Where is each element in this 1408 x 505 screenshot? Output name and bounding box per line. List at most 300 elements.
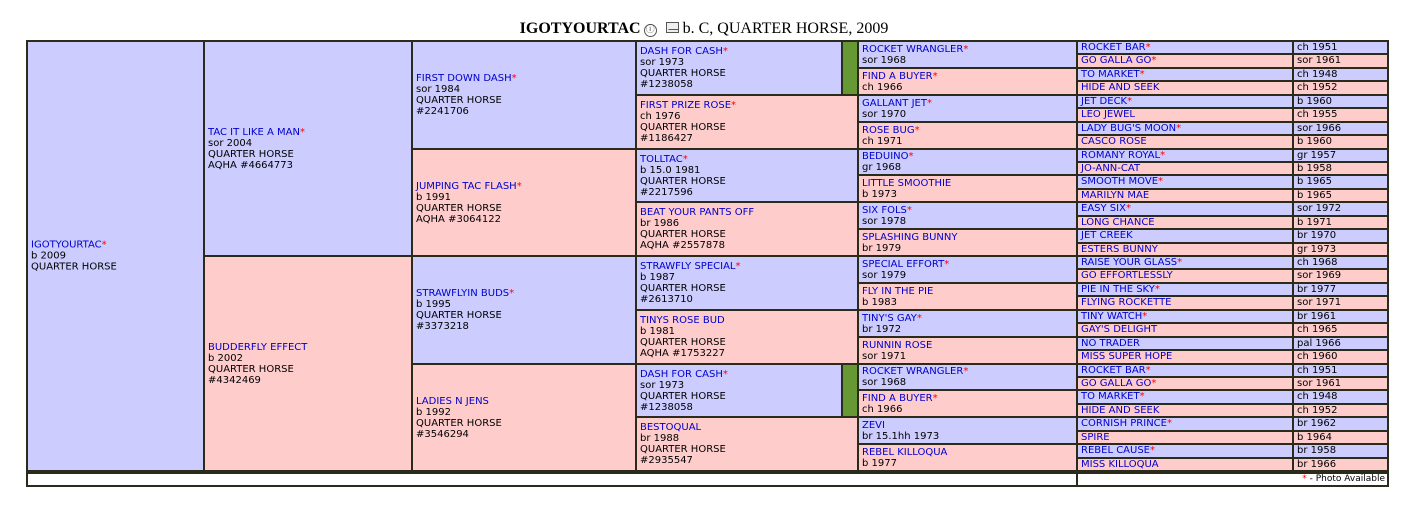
ancestor-info-line: #1238058 bbox=[640, 79, 693, 90]
ancestor-year: br 1966 bbox=[1297, 459, 1337, 470]
pedigree-cell-gen6 bbox=[1078, 123, 1292, 134]
ancestor-name bbox=[1081, 432, 1110, 443]
ancestor-year: br 1970 bbox=[1297, 230, 1337, 241]
ancestor-name bbox=[1081, 270, 1173, 282]
ancestor-name bbox=[640, 369, 839, 380]
ancestor-info-line: b 1987 bbox=[640, 272, 675, 283]
pedigree-cell-gen6 bbox=[1078, 351, 1292, 363]
photo-star-icon: * bbox=[722, 368, 728, 380]
pedigree-cell-year bbox=[1294, 432, 1387, 443]
pedigree-cell-year bbox=[1294, 55, 1387, 67]
ancestor-name bbox=[1081, 136, 1147, 148]
ancestor-name bbox=[1081, 230, 1133, 242]
ancestor-info-line: br 1972 bbox=[862, 323, 902, 335]
ancestor-name bbox=[1081, 257, 1182, 268]
horse-name-link[interactable]: ROMANY ROYAL bbox=[1081, 150, 1161, 161]
ancestor-year: ch 1952 bbox=[1297, 82, 1338, 93]
ancestor-info-line: sor 1973 bbox=[640, 379, 685, 391]
ancestor-info-line: ch 1966 bbox=[862, 403, 903, 415]
ancestor-name bbox=[1081, 176, 1163, 188]
page-title bbox=[0, 18, 1408, 40]
pedigree-cell-year bbox=[1294, 324, 1387, 336]
ancestor-details bbox=[640, 261, 855, 305]
ancestor-info-line: b 1983 bbox=[862, 296, 897, 308]
photo-star-icon: * bbox=[932, 392, 938, 404]
pedigree-cell-gen4 bbox=[637, 418, 857, 470]
ancestor-details bbox=[862, 232, 1074, 254]
pedigree-cell-year bbox=[1294, 365, 1387, 376]
horse-name-link[interactable]: TINY'S GAY bbox=[862, 312, 917, 324]
ancestor-details bbox=[416, 288, 633, 332]
ancestor-name bbox=[862, 232, 1074, 243]
horse-name-link[interactable]: JO-ANN-CAT bbox=[1081, 163, 1141, 174]
ancestor-info-line: #1238058 bbox=[640, 401, 693, 413]
ancestor-name bbox=[1081, 163, 1140, 174]
ancestor-year: ch 1951 bbox=[1297, 42, 1338, 53]
pedigree-cell-year bbox=[1294, 244, 1387, 255]
ancestor-info-line: b 1977 bbox=[862, 457, 897, 469]
ancestor-info-line: QUARTER HORSE bbox=[31, 261, 117, 273]
photo-star-icon: * bbox=[722, 46, 728, 57]
ancestor-name bbox=[1081, 405, 1159, 416]
ancestor-year: pal 1966 bbox=[1297, 338, 1341, 349]
photo-star-icon: * bbox=[511, 73, 517, 84]
ancestor-info-line: #3546294 bbox=[416, 428, 469, 440]
photo-star-icon: * bbox=[1139, 69, 1145, 80]
horse-name-link[interactable]: TINYS ROSE BUD bbox=[640, 315, 725, 326]
horse-name-link[interactable]: ROSE BUG bbox=[862, 124, 915, 136]
ancestor-info-line: QUARTER HORSE bbox=[208, 148, 294, 160]
ancestor-info-line: ch 1966 bbox=[862, 81, 903, 93]
ancestor-name bbox=[862, 313, 1074, 324]
ancestor-year: br 1962 bbox=[1297, 418, 1337, 429]
ancestor-name bbox=[1081, 284, 1160, 295]
pedigree-cell-gen6 bbox=[1078, 230, 1292, 242]
ancestor-name bbox=[1081, 55, 1156, 67]
horse-name-link[interactable]: REBEL CAUSE bbox=[1081, 445, 1151, 456]
horse-name-link[interactable]: GO GALLA GO bbox=[1081, 55, 1152, 66]
ancestor-name bbox=[640, 261, 855, 272]
horse-name-link[interactable]: SMOOTH MOVE bbox=[1081, 176, 1159, 187]
ancestor-info-line: ch 1976 bbox=[640, 111, 681, 122]
horse-name-link[interactable]: ROCKET BAR bbox=[1081, 42, 1146, 53]
horse-name-link[interactable]: DASH FOR CASH bbox=[640, 368, 723, 380]
photo-star-icon: * bbox=[1302, 474, 1307, 484]
pedigree-cell-gen6 bbox=[1078, 432, 1292, 443]
horse-name-link[interactable]: FLY IN THE PIE bbox=[862, 285, 934, 297]
pedigree-cell-gen6 bbox=[1078, 176, 1292, 188]
horse-name-link[interactable]: ROCKET BAR bbox=[1081, 365, 1146, 376]
horse-name-link[interactable]: CORNISH PRINCE bbox=[1081, 418, 1167, 429]
horse-name-link[interactable]: EASY SIX bbox=[1081, 203, 1126, 214]
horse-name-link[interactable]: STRAWFLY SPECIAL bbox=[640, 261, 736, 272]
horse-name-link[interactable]: SPECIAL EFFORT bbox=[862, 258, 945, 270]
photo-star-icon: * bbox=[1151, 55, 1157, 66]
horse-name-link[interactable]: SPIRE bbox=[1081, 432, 1110, 443]
pedigree-cell-gen3 bbox=[413, 150, 635, 255]
envelope-icon[interactable] bbox=[666, 22, 679, 33]
horse-name-link[interactable]: FLYING ROCKETTE bbox=[1081, 297, 1172, 308]
ancestor-name bbox=[640, 154, 855, 165]
ancestor-name bbox=[1081, 459, 1159, 470]
pedigree-cell-gen2 bbox=[205, 42, 411, 255]
ancestor-year: sor 1961 bbox=[1297, 55, 1342, 66]
pedigree-cell-year bbox=[1294, 405, 1387, 416]
ancestor-year: b 1960 bbox=[1297, 136, 1332, 147]
ancestor-year: sor 1966 bbox=[1297, 123, 1342, 134]
horse-name-link[interactable]: BEAT YOUR PANTS OFF bbox=[640, 207, 755, 218]
inbreeding-marker bbox=[843, 365, 857, 416]
pedigree-cell-year bbox=[1294, 217, 1387, 228]
pedigree-cell-gen6 bbox=[1078, 459, 1292, 470]
ancestor-info-line: ch 1971 bbox=[862, 135, 903, 147]
ancestor-details bbox=[862, 178, 1074, 200]
pedigree-cell-year bbox=[1294, 96, 1387, 107]
horse-name-link[interactable]: LITTLE SMOOTHIE bbox=[862, 177, 952, 189]
pedigree-cell-gen4 bbox=[637, 150, 857, 201]
ancestor-info-line: QUARTER HORSE bbox=[416, 310, 502, 321]
ancestor-info-line: QUARTER HORSE bbox=[640, 390, 726, 402]
photo-star-icon: * bbox=[1177, 257, 1183, 268]
ancestor-info-line: br 15.1hh 1973 bbox=[862, 430, 940, 442]
ancestor-details bbox=[862, 340, 1074, 362]
ancestor-name bbox=[31, 240, 201, 251]
ancestor-info-line: b 2002 bbox=[208, 352, 243, 364]
pedigree-cell-gen5 bbox=[859, 338, 1076, 363]
ancestor-details bbox=[31, 240, 201, 273]
ancestor-info-line: AQHA #3064122 bbox=[416, 213, 501, 225]
horse-name-link[interactable]: ESTERS BUNNY bbox=[1081, 244, 1158, 255]
ancestor-info-line: sor 2004 bbox=[208, 137, 253, 149]
horse-name-link[interactable]: BESTOQUAL bbox=[640, 422, 702, 433]
ancestor-year: ch 1965 bbox=[1297, 324, 1338, 335]
pedigree-cell-gen4 bbox=[637, 257, 857, 309]
ancestor-name bbox=[862, 259, 1074, 270]
ancestor-info-line: br 1986 bbox=[640, 218, 680, 229]
horse-name-link[interactable]: ROCKET WRANGLER bbox=[862, 43, 964, 55]
ancestor-year: gr 1973 bbox=[1297, 244, 1337, 255]
horse-name-link[interactable]: LONG CHANCE bbox=[1081, 217, 1155, 228]
pedigree-footer bbox=[26, 472, 1389, 487]
pedigree-cell-gen6 bbox=[1078, 311, 1292, 322]
photo-star-icon: * bbox=[1139, 391, 1145, 402]
ancestor-name bbox=[1081, 150, 1165, 161]
horse-name-link[interactable]: TO MARKET bbox=[1081, 391, 1140, 402]
ancestor-info-line: AQHA #4664773 bbox=[208, 159, 293, 171]
pedigree-cell-gen5 bbox=[859, 284, 1076, 309]
ancestor-name bbox=[1081, 69, 1145, 80]
horse-name-link[interactable]: TO MARKET bbox=[1081, 69, 1140, 80]
pedigree-cell-year bbox=[1294, 418, 1387, 430]
ancestor-name bbox=[862, 420, 1074, 431]
ancestor-details bbox=[640, 100, 855, 144]
ancestor-info-line: sor 1979 bbox=[862, 269, 907, 281]
ancestor-details bbox=[862, 125, 1074, 147]
ancestor-name bbox=[640, 100, 855, 111]
photo-legend bbox=[1078, 474, 1387, 485]
ancestor-info-line: QUARTER HORSE bbox=[640, 444, 726, 455]
horse-name-link[interactable]: JUMPING TAC FLASH bbox=[416, 180, 517, 192]
horse-name-link[interactable]: MISS KILLOQUA bbox=[1081, 459, 1159, 470]
ancestor-name bbox=[1081, 378, 1156, 389]
horse-name-link[interactable]: HIDE AND SEEK bbox=[1081, 82, 1160, 93]
ancestor-year: ch 1968 bbox=[1297, 257, 1338, 268]
ancestor-name bbox=[862, 447, 1074, 458]
ancestor-info-line: b 2009 bbox=[31, 250, 66, 262]
horse-name-link[interactable]: STRAWFLYIN BUDS bbox=[416, 288, 510, 299]
ancestor-info-line: QUARTER HORSE bbox=[640, 283, 726, 294]
photo-legend-text: - Photo Available bbox=[1306, 474, 1385, 484]
photo-star-icon: * bbox=[963, 366, 969, 377]
ancestor-year: sor 1961 bbox=[1297, 378, 1342, 389]
horse-name-link[interactable]: REBEL KILLOQUA bbox=[862, 446, 948, 458]
pedigree-cell-gen6 bbox=[1078, 217, 1292, 228]
ancestor-year: b 1960 bbox=[1297, 96, 1332, 107]
photo-star-icon: * bbox=[944, 258, 950, 270]
ancestor-name bbox=[1081, 109, 1135, 121]
horse-name-link[interactable]: TOLLTAC bbox=[640, 153, 683, 165]
pedigree-cell-gen6 bbox=[1078, 69, 1292, 80]
ancestor-name bbox=[862, 340, 1074, 351]
pedigree-cell-gen6 bbox=[1078, 418, 1292, 430]
pedigree-cell-year bbox=[1294, 82, 1387, 94]
ancestor-info-line: sor 1968 bbox=[862, 377, 907, 388]
pedigree-cell-year bbox=[1294, 203, 1387, 215]
ancestor-details bbox=[640, 422, 855, 466]
pedigree-cell-gen6 bbox=[1078, 324, 1292, 336]
pedigree-cell-year bbox=[1294, 163, 1387, 174]
ancestor-year: sor 1972 bbox=[1297, 203, 1342, 214]
ancestor-info-line: sor 1973 bbox=[640, 57, 685, 68]
pedigree-cell-year bbox=[1294, 311, 1387, 322]
ancestor-year: ch 1951 bbox=[1297, 365, 1338, 376]
horse-name-link[interactable]: CASCO ROSE bbox=[1081, 136, 1147, 147]
pedigree-cell-year bbox=[1294, 351, 1387, 363]
photo-star-icon: * bbox=[926, 97, 932, 109]
horse-name-link[interactable]: FIND A BUYER bbox=[862, 70, 933, 82]
inbreeding-marker bbox=[843, 42, 857, 94]
ancestor-info-line: QUARTER HORSE bbox=[208, 363, 294, 375]
ancestor-year: br 1961 bbox=[1297, 311, 1337, 322]
ancestor-info-line: br 1979 bbox=[862, 242, 902, 254]
horse-name-link[interactable]: BUDDERFLY EFFECT bbox=[208, 341, 308, 353]
ancestor-name bbox=[208, 342, 409, 353]
horse-name-link[interactable]: LADIES N JENS bbox=[416, 395, 489, 407]
ancestor-name bbox=[1081, 96, 1132, 107]
ancestor-year: ch 1952 bbox=[1297, 405, 1338, 416]
photo-star-icon: * bbox=[906, 204, 912, 216]
pedigree-cell-gen6 bbox=[1078, 378, 1292, 389]
horse-name-link[interactable]: MISS SUPER HOPE bbox=[1081, 351, 1173, 362]
ancestor-details bbox=[862, 98, 1074, 120]
ancestor-name bbox=[862, 366, 1074, 377]
photo-star-icon: * bbox=[516, 180, 522, 192]
ancestor-name bbox=[862, 125, 1074, 136]
horse-name-link[interactable]: MARILYN MAE bbox=[1081, 190, 1150, 201]
pedigree-cell-gen6 bbox=[1078, 257, 1292, 268]
horse-name-link[interactable]: TINY WATCH bbox=[1081, 311, 1143, 322]
ancestor-name bbox=[1081, 42, 1151, 53]
ancestor-info-line: sor 1971 bbox=[862, 350, 907, 362]
pedigree-cell-year bbox=[1294, 176, 1387, 188]
horse-name-link[interactable]: GO GALLA GO bbox=[1081, 378, 1152, 389]
pedigree-cell-gen2 bbox=[205, 257, 411, 470]
ancestor-info-line: b 1992 bbox=[416, 406, 451, 418]
ancestor-name bbox=[862, 44, 1074, 55]
pedigree-cell-gen5 bbox=[859, 96, 1076, 121]
horse-name-link[interactable]: PIE IN THE SKY bbox=[1081, 284, 1155, 295]
ancestor-info-line: QUARTER HORSE bbox=[416, 202, 502, 214]
horse-name-link[interactable]: FIRST DOWN DASH bbox=[416, 73, 512, 84]
horse-name-link[interactable]: FIRST PRIZE ROSE bbox=[640, 100, 732, 111]
photo-star-icon: * bbox=[682, 153, 688, 165]
ancestor-details bbox=[862, 286, 1074, 308]
ancestor-info-line: b 1981 bbox=[640, 326, 675, 337]
pedigree-cell-gen6 bbox=[1078, 297, 1292, 309]
horse-name-link[interactable]: LADY BUG'S MOON bbox=[1081, 123, 1177, 134]
ancestor-name bbox=[1081, 190, 1149, 201]
ancestor-name bbox=[1081, 203, 1131, 215]
ancestor-name bbox=[1081, 82, 1159, 94]
pedigree-cell-year bbox=[1294, 150, 1387, 161]
pedigree-cell-gen6 bbox=[1078, 445, 1292, 457]
pedigree-cell-gen4 bbox=[637, 365, 841, 416]
ancestor-info-line: b 1995 bbox=[416, 299, 451, 310]
photo-star-icon: * bbox=[1127, 96, 1133, 107]
ancestor-year: b 1965 bbox=[1297, 176, 1332, 187]
ancestor-name bbox=[416, 396, 633, 407]
ancestor-info-line: QUARTER HORSE bbox=[640, 122, 726, 133]
ancestor-name bbox=[208, 127, 409, 138]
pedigree-cell-year bbox=[1294, 109, 1387, 121]
ancestor-details bbox=[862, 259, 1074, 281]
pedigree-cell-gen6 bbox=[1078, 96, 1292, 107]
pedigree-cell-year bbox=[1294, 445, 1387, 457]
pedigree-cell-gen5 bbox=[859, 391, 1076, 416]
ancestor-details bbox=[862, 366, 1074, 388]
horse-name-link[interactable]: RAISE YOUR GLASS bbox=[1081, 257, 1178, 268]
ancestor-year: ch 1955 bbox=[1297, 109, 1338, 120]
ancestor-name bbox=[862, 98, 1074, 109]
ancestor-details bbox=[640, 369, 839, 413]
photo-star-icon: * bbox=[932, 70, 938, 82]
ancestor-info-line: b 1973 bbox=[862, 188, 897, 200]
ancestor-name bbox=[862, 286, 1074, 297]
horse-name-link[interactable]: GO EFFORTLESSLY bbox=[1081, 270, 1173, 281]
ancestor-year: b 1971 bbox=[1297, 217, 1332, 228]
pedigree-cell-gen6 bbox=[1078, 150, 1292, 161]
horse-name-link[interactable]: SIX FOLS bbox=[862, 204, 907, 216]
pedigree-cell-year bbox=[1294, 297, 1387, 309]
photo-star-icon: * bbox=[1176, 123, 1182, 134]
horse-name-link[interactable]: BEDUINO bbox=[862, 151, 909, 162]
photo-star-icon: * bbox=[735, 261, 741, 272]
ancestor-year: br 1958 bbox=[1297, 445, 1337, 456]
horse-name-link[interactable]: JET DECK bbox=[1081, 96, 1128, 107]
ancestor-info-line: b 15.0 1981 bbox=[640, 164, 701, 176]
photo-star-icon: * bbox=[1154, 284, 1160, 295]
horse-name-link[interactable]: NO TRADER bbox=[1081, 338, 1140, 349]
photo-star-icon: * bbox=[908, 151, 914, 162]
horse-name-link[interactable]: JET CREEK bbox=[1081, 230, 1133, 241]
pedigree-cell-gen5 bbox=[859, 42, 1076, 67]
pedigree-cell-gen6 bbox=[1078, 109, 1292, 121]
horse-name-link[interactable]: HIDE AND SEEK bbox=[1081, 405, 1160, 416]
horse-name-link[interactable]: GAY'S DELIGHT bbox=[1081, 324, 1158, 335]
ancestor-name bbox=[1081, 311, 1147, 322]
horse-name-link[interactable]: SPLASHING BUNNY bbox=[862, 231, 958, 243]
ancestor-details bbox=[416, 73, 633, 117]
ancestor-info-line: sor 1970 bbox=[862, 108, 907, 120]
info-icon[interactable]: ⓘ bbox=[645, 25, 655, 35]
ancestor-details bbox=[208, 342, 409, 386]
pedigree-cell-gen4 bbox=[637, 42, 841, 94]
photo-star-icon: * bbox=[916, 312, 922, 324]
pedigree-table bbox=[26, 40, 1389, 472]
pedigree-cell-gen5 bbox=[859, 69, 1076, 94]
ancestor-year: ch 1948 bbox=[1297, 69, 1338, 80]
horse-name-link[interactable]: TAC IT LIKE A MAN bbox=[208, 126, 300, 138]
ancestor-details bbox=[416, 181, 633, 225]
ancestor-info-line: AQHA #2557878 bbox=[640, 240, 725, 251]
pedigree-cell-gen6 bbox=[1078, 391, 1292, 403]
pedigree-cell-gen5 bbox=[859, 257, 1076, 282]
ancestor-name bbox=[1081, 324, 1157, 336]
ancestor-name bbox=[416, 288, 633, 299]
pedigree-cell-gen6 bbox=[1078, 136, 1292, 148]
pedigree-cell-gen5 bbox=[859, 150, 1076, 174]
ancestor-year: ch 1948 bbox=[1297, 391, 1338, 402]
photo-star-icon: * bbox=[1142, 311, 1148, 322]
ancestor-name bbox=[1081, 365, 1151, 376]
ancestor-info-line: br 1988 bbox=[640, 433, 680, 444]
horse-name-link[interactable]: IGOTYOURTAC bbox=[31, 239, 102, 251]
pedigree-cell-year bbox=[1294, 69, 1387, 80]
horse-name-link[interactable]: LEO JEWEL bbox=[1081, 109, 1135, 120]
ancestor-info-line: #2613710 bbox=[640, 294, 693, 305]
ancestor-details bbox=[640, 154, 855, 198]
ancestor-info-line: AQHA #1753227 bbox=[640, 348, 725, 359]
pedigree-cell-year bbox=[1294, 270, 1387, 282]
pedigree-cell-gen5 bbox=[859, 418, 1076, 443]
photo-star-icon: * bbox=[914, 124, 920, 136]
ancestor-info-line: #2241706 bbox=[416, 106, 469, 117]
horse-name-link[interactable]: FIND A BUYER bbox=[862, 392, 933, 404]
ancestor-details bbox=[416, 396, 633, 440]
ancestor-info-line: QUARTER HORSE bbox=[416, 417, 502, 429]
ancestor-name bbox=[416, 73, 633, 84]
horse-name-link[interactable]: GALLANT JET bbox=[862, 97, 927, 109]
horse-name-link[interactable]: DASH FOR CASH bbox=[640, 46, 723, 57]
photo-star-icon: * bbox=[1158, 176, 1164, 187]
ancestor-details bbox=[640, 315, 855, 359]
horse-name-link[interactable]: ROCKET WRANGLER bbox=[862, 366, 964, 377]
ancestor-name bbox=[1081, 244, 1158, 255]
ancestor-name bbox=[1081, 445, 1155, 457]
pedigree-cell-gen6 bbox=[1078, 190, 1292, 201]
horse-name-link[interactable]: ZEVI bbox=[862, 419, 885, 431]
ancestor-year: ch 1960 bbox=[1297, 351, 1338, 362]
pedigree-cell-gen6 bbox=[1078, 203, 1292, 215]
ancestor-name bbox=[1081, 123, 1181, 134]
ancestor-details bbox=[862, 44, 1074, 66]
horse-name-link[interactable]: RUNNIN ROSE bbox=[862, 339, 933, 351]
pedigree-cell-gen5 bbox=[859, 445, 1076, 470]
photo-star-icon: * bbox=[1150, 445, 1156, 456]
ancestor-info-line: QUARTER HORSE bbox=[640, 337, 726, 348]
ancestor-name bbox=[1081, 338, 1140, 349]
ancestor-name bbox=[1081, 391, 1145, 403]
